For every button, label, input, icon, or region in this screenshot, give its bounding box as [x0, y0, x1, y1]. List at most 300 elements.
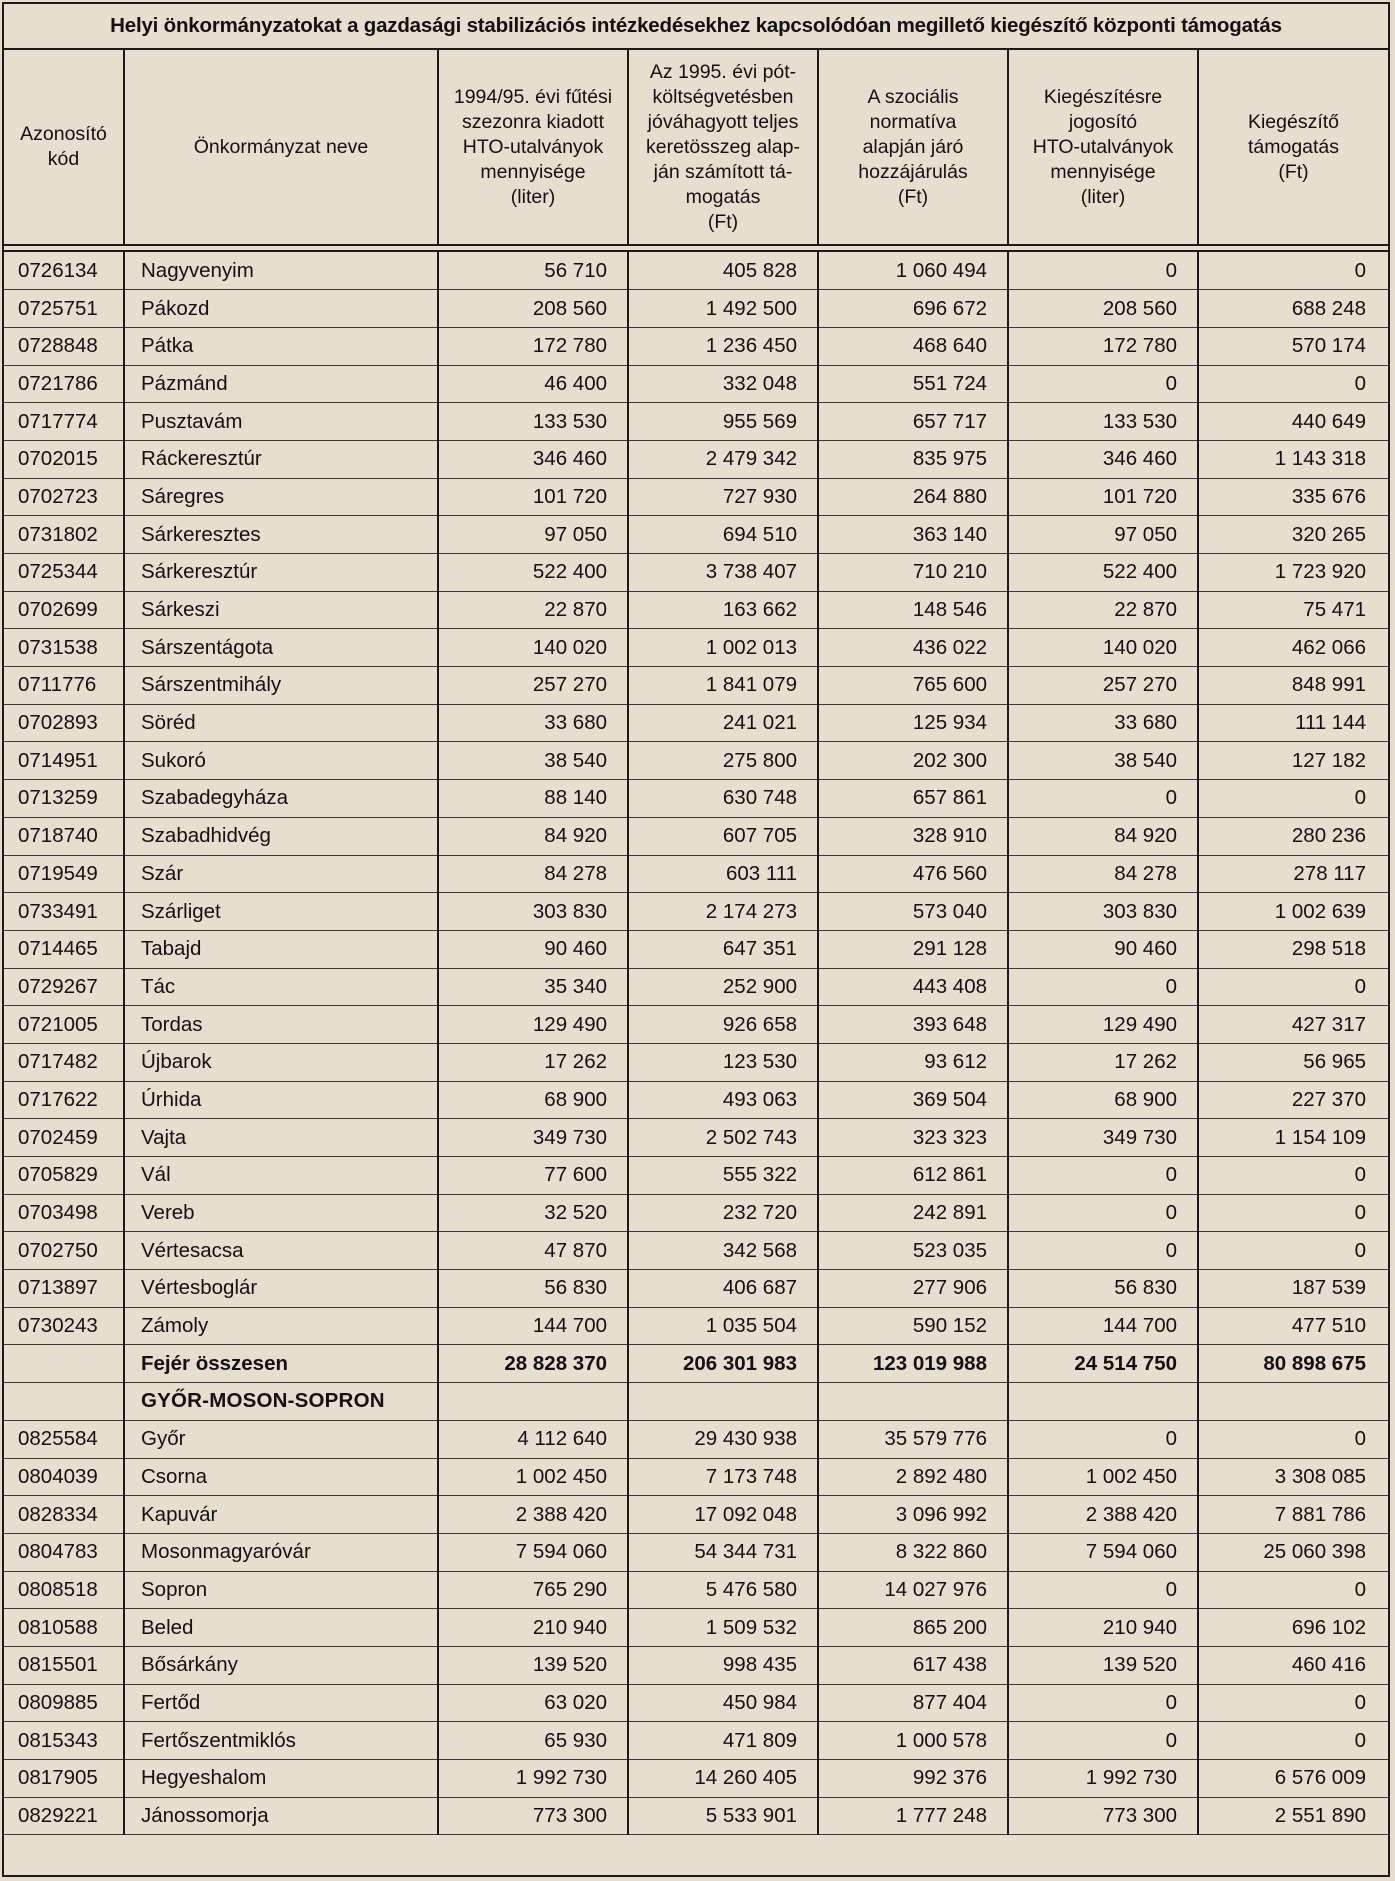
- cell-social-normative: 2 892 480: [818, 1458, 1008, 1496]
- cell-hto-eligible: 84 278: [1008, 855, 1198, 893]
- cell-name: Sárkeszi: [124, 591, 438, 629]
- cell-budget-support: 163 662: [628, 591, 818, 629]
- cell-name: Vál: [124, 1157, 438, 1195]
- cell-supplementary-support: 7 881 786: [1198, 1496, 1388, 1534]
- table-row: [4, 1722, 1388, 1760]
- cell-hto-issued: 47 870: [438, 1232, 628, 1270]
- cell-name: Sárkeresztes: [124, 516, 438, 554]
- cell-hto-eligible: 257 270: [1008, 667, 1198, 705]
- cell-id: 0725751: [4, 290, 124, 328]
- cell-social-normative: 363 140: [818, 516, 1008, 554]
- cell-social-normative: 328 910: [818, 817, 1008, 855]
- cell-budget-support: 2 174 273: [628, 893, 818, 931]
- table-row: [4, 554, 1388, 592]
- cell-id: 0702723: [4, 478, 124, 516]
- cell-hto-issued: 210 940: [438, 1609, 628, 1647]
- cell-hto-issued: 97 050: [438, 516, 628, 554]
- cell-name: Pázmánd: [124, 365, 438, 403]
- cell-hto-issued: 522 400: [438, 554, 628, 592]
- cell-id: 0714465: [4, 930, 124, 968]
- table-row: [4, 1684, 1388, 1722]
- table-row: [4, 1609, 1388, 1647]
- table-row: [4, 591, 1388, 629]
- cell-hto-eligible: 144 700: [1008, 1307, 1198, 1345]
- document-page: [2, 2, 1390, 1877]
- cell-supplementary-support: 1 723 920: [1198, 554, 1388, 592]
- data-table: [4, 252, 1388, 1835]
- cell-hto-issued: 32 520: [438, 1194, 628, 1232]
- table-row: [4, 1533, 1388, 1571]
- cell-budget-support: 603 111: [628, 855, 818, 893]
- cell-budget-support: 275 800: [628, 742, 818, 780]
- table-row: [4, 365, 1388, 403]
- cell-id: 0702893: [4, 704, 124, 742]
- cell-supplementary-support: 335 676: [1198, 478, 1388, 516]
- cell-social-normative: 393 648: [818, 1006, 1008, 1044]
- cell-hto-eligible: [1008, 1383, 1198, 1421]
- cell-hto-issued: 7 594 060: [438, 1533, 628, 1571]
- cell-social-normative: 865 200: [818, 1609, 1008, 1647]
- cell-supplementary-support: 0: [1198, 968, 1388, 1006]
- cell-budget-support: 555 322: [628, 1157, 818, 1195]
- cell-supplementary-support: 688 248: [1198, 290, 1388, 328]
- cell-name: Győr: [124, 1420, 438, 1458]
- cell-hto-eligible: 129 490: [1008, 1006, 1198, 1044]
- cell-supplementary-support: 75 471: [1198, 591, 1388, 629]
- cell-hto-issued: 90 460: [438, 930, 628, 968]
- cell-name: Hegyeshalom: [124, 1760, 438, 1798]
- cell-name: Szabadhidvég: [124, 817, 438, 855]
- cell-id: 0731802: [4, 516, 124, 554]
- cell-hto-eligible: 0: [1008, 1684, 1198, 1722]
- cell-name: Sukoró: [124, 742, 438, 780]
- cell-budget-support: 1 492 500: [628, 290, 818, 328]
- cell-name: GYŐR-MOSON-SOPRON: [124, 1383, 438, 1421]
- table-row: [4, 855, 1388, 893]
- cell-supplementary-support: 460 416: [1198, 1646, 1388, 1684]
- cell-id: 0809885: [4, 1684, 124, 1722]
- cell-social-normative: 277 906: [818, 1270, 1008, 1308]
- cell-hto-eligible: 140 020: [1008, 629, 1198, 667]
- cell-budget-support: 1 035 504: [628, 1307, 818, 1345]
- cell-social-normative: 1 000 578: [818, 1722, 1008, 1760]
- cell-id: 0817905: [4, 1760, 124, 1798]
- cell-hto-eligible: 97 050: [1008, 516, 1198, 554]
- cell-hto-eligible: 0: [1008, 968, 1198, 1006]
- cell-name: Söréd: [124, 704, 438, 742]
- cell-id: 0804783: [4, 1533, 124, 1571]
- cell-social-normative: 148 546: [818, 591, 1008, 629]
- cell-name: Bősárkány: [124, 1646, 438, 1684]
- cell-name: Pátka: [124, 327, 438, 365]
- column-header-hto-eligible: Kiegészítésre jogosító HTO-utalványok mennyisége (liter): [1008, 50, 1198, 244]
- cell-hto-issued: 208 560: [438, 290, 628, 328]
- cell-id: 0702015: [4, 440, 124, 478]
- cell-hto-eligible: 133 530: [1008, 403, 1198, 441]
- cell-hto-eligible: 0: [1008, 365, 1198, 403]
- cell-name: Szárliget: [124, 893, 438, 931]
- table-header: [4, 50, 1388, 244]
- table-row: [4, 893, 1388, 931]
- cell-hto-issued: 28 828 370: [438, 1345, 628, 1383]
- cell-name: Kapuvár: [124, 1496, 438, 1534]
- cell-hto-eligible: 0: [1008, 252, 1198, 290]
- cell-hto-issued: 77 600: [438, 1157, 628, 1195]
- cell-name: Mosonmagyaróvár: [124, 1533, 438, 1571]
- cell-supplementary-support: 25 060 398: [1198, 1533, 1388, 1571]
- cell-budget-support: 471 809: [628, 1722, 818, 1760]
- cell-budget-support: 607 705: [628, 817, 818, 855]
- table-row: [4, 742, 1388, 780]
- cell-hto-eligible: 1 002 450: [1008, 1458, 1198, 1496]
- cell-social-normative: 657 861: [818, 780, 1008, 818]
- cell-name: Vértesboglár: [124, 1270, 438, 1308]
- cell-id: 0825584: [4, 1420, 124, 1458]
- cell-id: 0726134: [4, 252, 124, 290]
- cell-supplementary-support: 0: [1198, 1194, 1388, 1232]
- cell-supplementary-support: 0: [1198, 1571, 1388, 1609]
- cell-hto-issued: 101 720: [438, 478, 628, 516]
- cell-social-normative: 242 891: [818, 1194, 1008, 1232]
- cell-hto-issued: 46 400: [438, 365, 628, 403]
- cell-social-normative: 1 060 494: [818, 252, 1008, 290]
- cell-supplementary-support: 696 102: [1198, 1609, 1388, 1647]
- cell-hto-eligible: 24 514 750: [1008, 1345, 1198, 1383]
- cell-id: 0702750: [4, 1232, 124, 1270]
- cell-hto-issued: 1 002 450: [438, 1458, 628, 1496]
- cell-hto-issued: 133 530: [438, 403, 628, 441]
- table-body: [4, 252, 1388, 1835]
- cell-hto-issued: 22 870: [438, 591, 628, 629]
- cell-social-normative: 123 019 988: [818, 1345, 1008, 1383]
- cell-supplementary-support: 0: [1198, 252, 1388, 290]
- cell-budget-support: 5 476 580: [628, 1571, 818, 1609]
- cell-budget-support: 332 048: [628, 365, 818, 403]
- cell-budget-support: 647 351: [628, 930, 818, 968]
- table-row: [4, 1307, 1388, 1345]
- cell-supplementary-support: 0: [1198, 1232, 1388, 1270]
- cell-supplementary-support: 477 510: [1198, 1307, 1388, 1345]
- table-row: [4, 968, 1388, 1006]
- table-row: [4, 403, 1388, 441]
- cell-hto-eligible: 7 594 060: [1008, 1533, 1198, 1571]
- cell-id: 0703498: [4, 1194, 124, 1232]
- cell-supplementary-support: 1 002 639: [1198, 893, 1388, 931]
- cell-name: Vajta: [124, 1119, 438, 1157]
- cell-supplementary-support: 0: [1198, 1722, 1388, 1760]
- cell-hto-issued: 17 262: [438, 1043, 628, 1081]
- cell-budget-support: 5 533 901: [628, 1797, 818, 1835]
- cell-name: Tabajd: [124, 930, 438, 968]
- cell-hto-eligible: 139 520: [1008, 1646, 1198, 1684]
- cell-name: Sáregres: [124, 478, 438, 516]
- cell-supplementary-support: 1 154 109: [1198, 1119, 1388, 1157]
- cell-hto-issued: 346 460: [438, 440, 628, 478]
- cell-supplementary-support: 1 143 318: [1198, 440, 1388, 478]
- cell-social-normative: 3 096 992: [818, 1496, 1008, 1534]
- cell-id: 0713897: [4, 1270, 124, 1308]
- cell-supplementary-support: 80 898 675: [1198, 1345, 1388, 1383]
- cell-budget-support: 206 301 983: [628, 1345, 818, 1383]
- cell-hto-eligible: 303 830: [1008, 893, 1198, 931]
- cell-hto-eligible: 0: [1008, 780, 1198, 818]
- cell-hto-issued: 2 388 420: [438, 1496, 628, 1534]
- cell-social-normative: 992 376: [818, 1760, 1008, 1798]
- cell-budget-support: 1 002 013: [628, 629, 818, 667]
- table-row: [4, 478, 1388, 516]
- cell-supplementary-support: 848 991: [1198, 667, 1388, 705]
- cell-budget-support: 241 021: [628, 704, 818, 742]
- cell-supplementary-support: 0: [1198, 1157, 1388, 1195]
- table-row: [4, 1043, 1388, 1081]
- cell-supplementary-support: 0: [1198, 1420, 1388, 1458]
- cell-id: 0717622: [4, 1081, 124, 1119]
- table-row: [4, 1270, 1388, 1308]
- cell-budget-support: 29 430 938: [628, 1420, 818, 1458]
- table-row: [4, 1760, 1388, 1798]
- cell-hto-eligible: 172 780: [1008, 327, 1198, 365]
- cell-hto-issued: 84 920: [438, 817, 628, 855]
- cell-hto-eligible: 56 830: [1008, 1270, 1198, 1308]
- cell-id: [4, 1383, 124, 1421]
- cell-hto-issued: 38 540: [438, 742, 628, 780]
- cell-id: 0719549: [4, 855, 124, 893]
- cell-social-normative: 202 300: [818, 742, 1008, 780]
- cell-id: 0718740: [4, 817, 124, 855]
- cell-budget-support: 14 260 405: [628, 1760, 818, 1798]
- cell-hto-issued: [438, 1383, 628, 1421]
- cell-id: 0804039: [4, 1458, 124, 1496]
- cell-id: 0815501: [4, 1646, 124, 1684]
- table-row: [4, 1496, 1388, 1534]
- cell-hto-eligible: 0: [1008, 1194, 1198, 1232]
- cell-id: 0702459: [4, 1119, 124, 1157]
- column-header-hto-issued: 1994/95. évi fűtési szezonra kiadott HTO-utalványok mennyisége (liter): [438, 50, 628, 244]
- cell-name: Pákozd: [124, 290, 438, 328]
- cell-budget-support: 1 236 450: [628, 327, 818, 365]
- table-row: [4, 704, 1388, 742]
- cell-social-normative: 125 934: [818, 704, 1008, 742]
- cell-hto-issued: 65 930: [438, 1722, 628, 1760]
- cell-id: 0713259: [4, 780, 124, 818]
- cell-hto-eligible: 84 920: [1008, 817, 1198, 855]
- cell-name: Csorna: [124, 1458, 438, 1496]
- cell-budget-support: 54 344 731: [628, 1533, 818, 1571]
- cell-hto-eligible: 0: [1008, 1157, 1198, 1195]
- column-header-budget-support: Az 1995. évi pót- költségvetésben jóváhagyott teljes keretösszeg alap- ján számított tá- mogatás (Ft): [628, 50, 818, 244]
- cell-social-normative: 573 040: [818, 893, 1008, 931]
- cell-social-normative: 590 152: [818, 1307, 1008, 1345]
- cell-id: 0721005: [4, 1006, 124, 1044]
- cell-social-normative: 835 975: [818, 440, 1008, 478]
- table-row: [4, 516, 1388, 554]
- cell-social-normative: 369 504: [818, 1081, 1008, 1119]
- cell-budget-support: 342 568: [628, 1232, 818, 1270]
- cell-id: 0730243: [4, 1307, 124, 1345]
- cell-id: 0731538: [4, 629, 124, 667]
- cell-supplementary-support: 278 117: [1198, 855, 1388, 893]
- cell-supplementary-support: 440 649: [1198, 403, 1388, 441]
- table-row: [4, 290, 1388, 328]
- cell-id: 0705829: [4, 1157, 124, 1195]
- cell-social-normative: 612 861: [818, 1157, 1008, 1195]
- cell-social-normative: 710 210: [818, 554, 1008, 592]
- cell-id: 0725344: [4, 554, 124, 592]
- cell-name: Úrhida: [124, 1081, 438, 1119]
- cell-budget-support: 727 930: [628, 478, 818, 516]
- total-row: [4, 1345, 1388, 1383]
- column-header-name: Önkormányzat neve: [124, 50, 438, 244]
- cell-name: Fejér összesen: [124, 1345, 438, 1383]
- cell-id: 0717482: [4, 1043, 124, 1081]
- cell-hto-eligible: 101 720: [1008, 478, 1198, 516]
- cell-name: Sopron: [124, 1571, 438, 1609]
- cell-hto-issued: 35 340: [438, 968, 628, 1006]
- cell-id: 0810588: [4, 1609, 124, 1647]
- cell-hto-issued: 303 830: [438, 893, 628, 931]
- cell-budget-support: 630 748: [628, 780, 818, 818]
- cell-hto-eligible: 90 460: [1008, 930, 1198, 968]
- cell-supplementary-support: 127 182: [1198, 742, 1388, 780]
- table-row: [4, 1571, 1388, 1609]
- cell-name: Fertőd: [124, 1684, 438, 1722]
- cell-social-normative: 765 600: [818, 667, 1008, 705]
- column-header-social-normative: A szociális normatíva alapján járó hozzájárulás (Ft): [818, 50, 1008, 244]
- cell-name: Fertőszentmiklós: [124, 1722, 438, 1760]
- cell-supplementary-support: 0: [1198, 780, 1388, 818]
- cell-hto-eligible: 346 460: [1008, 440, 1198, 478]
- cell-id: 0711776: [4, 667, 124, 705]
- cell-hto-issued: 349 730: [438, 1119, 628, 1157]
- cell-hto-issued: 765 290: [438, 1571, 628, 1609]
- cell-hto-eligible: 0: [1008, 1722, 1198, 1760]
- cell-name: Ráckeresztúr: [124, 440, 438, 478]
- cell-budget-support: 405 828: [628, 252, 818, 290]
- cell-hto-eligible: 773 300: [1008, 1797, 1198, 1835]
- cell-budget-support: 926 658: [628, 1006, 818, 1044]
- table-row: [4, 1458, 1388, 1496]
- cell-hto-eligible: 208 560: [1008, 290, 1198, 328]
- cell-supplementary-support: 187 539: [1198, 1270, 1388, 1308]
- cell-budget-support: 1 509 532: [628, 1609, 818, 1647]
- cell-supplementary-support: 111 144: [1198, 704, 1388, 742]
- cell-hto-issued: 4 112 640: [438, 1420, 628, 1458]
- column-header-supplementary-support: Kiegészítő támogatás (Ft): [1198, 50, 1388, 244]
- cell-budget-support: 493 063: [628, 1081, 818, 1119]
- cell-supplementary-support: 298 518: [1198, 930, 1388, 968]
- cell-social-normative: 551 724: [818, 365, 1008, 403]
- cell-social-normative: 468 640: [818, 327, 1008, 365]
- cell-hto-issued: 84 278: [438, 855, 628, 893]
- cell-id: 0728848: [4, 327, 124, 365]
- cell-social-normative: 291 128: [818, 930, 1008, 968]
- cell-hto-eligible: 1 992 730: [1008, 1760, 1198, 1798]
- cell-hto-issued: 773 300: [438, 1797, 628, 1835]
- cell-social-normative: 443 408: [818, 968, 1008, 1006]
- cell-id: 0729267: [4, 968, 124, 1006]
- cell-hto-eligible: 0: [1008, 1420, 1198, 1458]
- cell-id: 0714951: [4, 742, 124, 780]
- page-title: Helyi önkormányzatokat a gazdasági stabilizációs intézkedésekhez kapcsolódóan megillető kiegészítő központi támogatás: [4, 4, 1388, 50]
- table-row: [4, 780, 1388, 818]
- cell-name: Beled: [124, 1609, 438, 1647]
- cell-social-normative: 877 404: [818, 1684, 1008, 1722]
- cell-id: 0721786: [4, 365, 124, 403]
- cell-budget-support: 998 435: [628, 1646, 818, 1684]
- table-row: [4, 1232, 1388, 1270]
- table-row: [4, 1420, 1388, 1458]
- table-row: [4, 629, 1388, 667]
- cell-hto-issued: 172 780: [438, 327, 628, 365]
- cell-hto-eligible: 0: [1008, 1571, 1198, 1609]
- cell-hto-eligible: 38 540: [1008, 742, 1198, 780]
- table-row: [4, 667, 1388, 705]
- cell-supplementary-support: 227 370: [1198, 1081, 1388, 1119]
- cell-social-normative: [818, 1383, 1008, 1421]
- cell-hto-issued: 1 992 730: [438, 1760, 628, 1798]
- cell-id: 0733491: [4, 893, 124, 931]
- cell-hto-eligible: 0: [1008, 1232, 1198, 1270]
- cell-social-normative: 14 027 976: [818, 1571, 1008, 1609]
- table-row: [4, 930, 1388, 968]
- cell-social-normative: 436 022: [818, 629, 1008, 667]
- section-heading-row: [4, 1383, 1388, 1421]
- cell-hto-issued: 144 700: [438, 1307, 628, 1345]
- cell-hto-issued: 63 020: [438, 1684, 628, 1722]
- cell-name: Tác: [124, 968, 438, 1006]
- cell-budget-support: 2 502 743: [628, 1119, 818, 1157]
- cell-hto-eligible: 349 730: [1008, 1119, 1198, 1157]
- cell-hto-eligible: 33 680: [1008, 704, 1198, 742]
- cell-social-normative: 264 880: [818, 478, 1008, 516]
- cell-budget-support: 2 479 342: [628, 440, 818, 478]
- cell-id: 0702699: [4, 591, 124, 629]
- cell-social-normative: 8 322 860: [818, 1533, 1008, 1571]
- cell-social-normative: 657 717: [818, 403, 1008, 441]
- cell-supplementary-support: 280 236: [1198, 817, 1388, 855]
- cell-social-normative: 617 438: [818, 1646, 1008, 1684]
- cell-id: 0808518: [4, 1571, 124, 1609]
- cell-name: Jánossomorja: [124, 1797, 438, 1835]
- cell-social-normative: 696 672: [818, 290, 1008, 328]
- cell-budget-support: 7 173 748: [628, 1458, 818, 1496]
- cell-name: Nagyvenyim: [124, 252, 438, 290]
- table-row: [4, 817, 1388, 855]
- cell-hto-eligible: 17 262: [1008, 1043, 1198, 1081]
- cell-budget-support: [628, 1383, 818, 1421]
- cell-hto-issued: 68 900: [438, 1081, 628, 1119]
- table-row: [4, 1157, 1388, 1195]
- cell-supplementary-support: 427 317: [1198, 1006, 1388, 1044]
- cell-name: Zámoly: [124, 1307, 438, 1345]
- cell-hto-eligible: 522 400: [1008, 554, 1198, 592]
- cell-budget-support: 955 569: [628, 403, 818, 441]
- cell-hto-issued: 88 140: [438, 780, 628, 818]
- cell-name: Sárkeresztúr: [124, 554, 438, 592]
- cell-id: 0829221: [4, 1797, 124, 1835]
- cell-hto-eligible: 210 940: [1008, 1609, 1198, 1647]
- cell-supplementary-support: 0: [1198, 365, 1388, 403]
- column-header-id: Azonosító kód: [20, 123, 107, 170]
- cell-supplementary-support: 570 174: [1198, 327, 1388, 365]
- cell-supplementary-support: 0: [1198, 1684, 1388, 1722]
- table-row: [4, 1119, 1388, 1157]
- cell-name: Újbarok: [124, 1043, 438, 1081]
- cell-name: Vereb: [124, 1194, 438, 1232]
- cell-social-normative: 523 035: [818, 1232, 1008, 1270]
- cell-social-normative: 476 560: [818, 855, 1008, 893]
- cell-budget-support: 17 092 048: [628, 1496, 818, 1534]
